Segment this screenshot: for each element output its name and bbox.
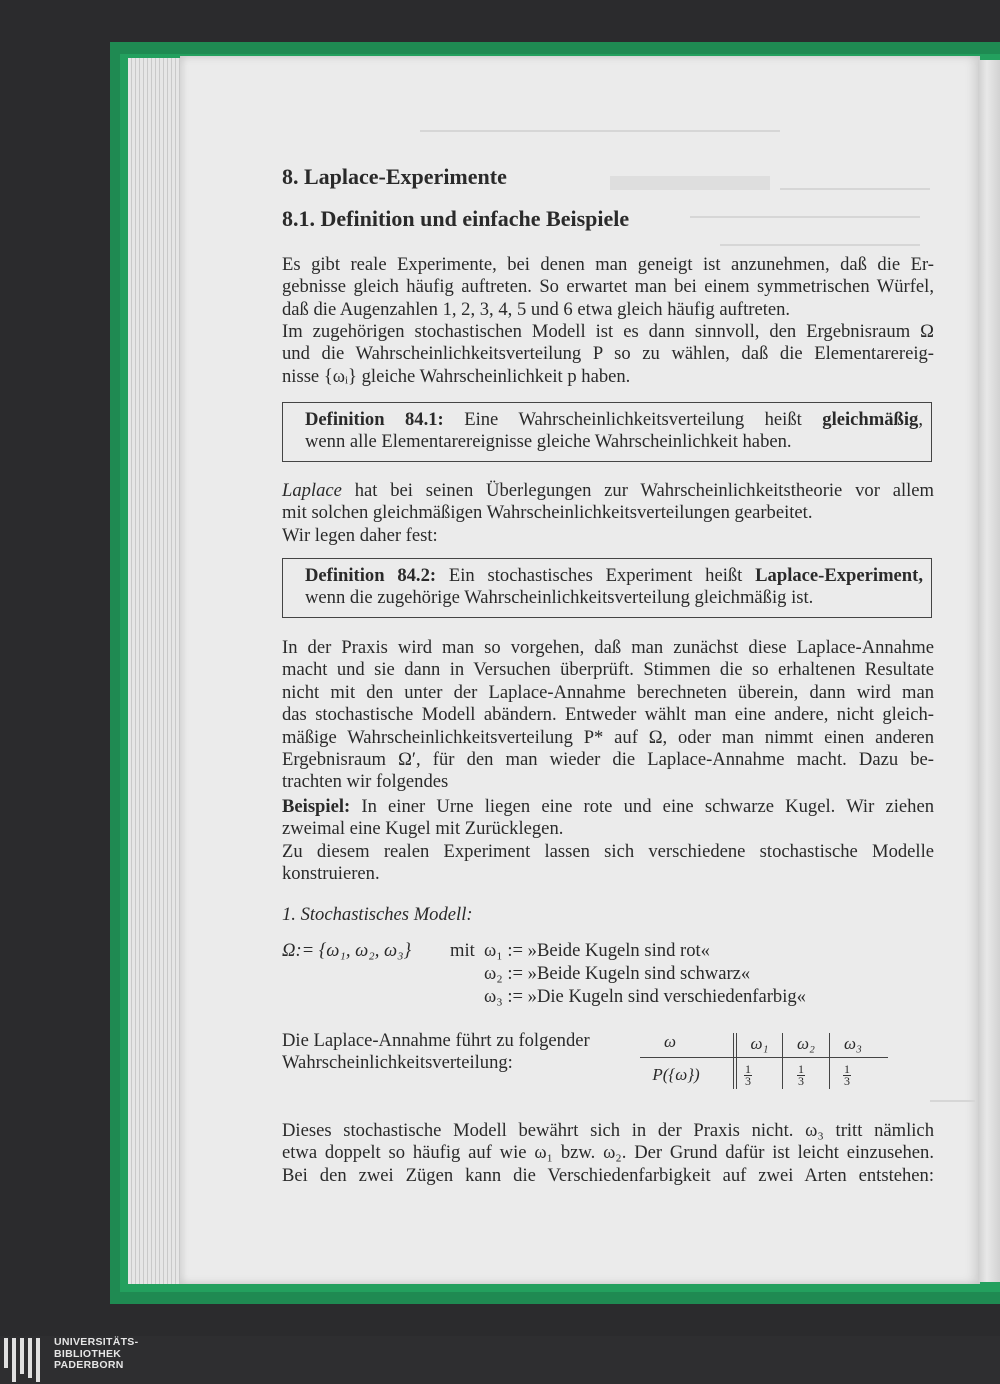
fraction-numerator: 1 <box>798 1062 804 1076</box>
definition-label: Definition 84.2: <box>305 565 437 586</box>
definition-label: Definition 84.1: <box>305 409 444 430</box>
paragraph-2 <box>282 321 934 388</box>
table-divider <box>733 1033 734 1089</box>
text-line: mäßige Wahrscheinlichkeitsverteilung P* auf Ω, oder man nimmt einen anderen <box>282 726 934 748</box>
definition-line: wenn alle Elementarereignisse gleiche Wahrscheinlichkeit haben. <box>305 431 792 453</box>
fraction-numerator: 1 <box>745 1062 751 1076</box>
definition-box-84-2 <box>282 558 932 618</box>
text-line: trachten wir folgendes <box>282 771 449 793</box>
library-name-line: PADERBORN <box>54 1359 124 1371</box>
definition-line <box>283 565 931 587</box>
text-line: Es gibt reale Experimente, bei denen man geneigt ist anzunehmen, daß die Er- <box>282 254 934 275</box>
show-through-line <box>930 1100 975 1102</box>
definition-text: Eine Wahrscheinlichkeitsverteilung heißt <box>464 409 802 430</box>
example-paragraph <box>282 796 934 886</box>
text-line: konstruieren. <box>282 863 380 885</box>
probability-table <box>640 1030 890 1092</box>
text-line: etwa doppelt so häufig auf wie ω₁ bzw. ω₂. Der Grund dafür ist leicht einzusehen. <box>282 1142 934 1164</box>
library-footer <box>0 1336 1000 1384</box>
text-line: zweimal eine Kugel mit Zurücklegen. <box>282 818 564 840</box>
text-line: daß die Augenzahlen 1, 2, 3, 4, 5 und 6 etwa gleich häufig auftreten. <box>282 298 791 320</box>
text-line: Zu diesem realen Experiment lassen sich verschiedene stochastische Modelle <box>282 840 934 862</box>
table-row-label: P({ω}) <box>652 1065 700 1084</box>
library-name-line: BIBLIOTHEK <box>54 1347 122 1360</box>
chapter-title: 8. Laplace-Experimente <box>282 164 507 189</box>
definition-comma: , <box>918 409 924 430</box>
show-through-line <box>780 188 930 190</box>
text-line: das stochastische Modell abändern. Entweder wählt man eine andere, nicht gleich- <box>282 704 934 726</box>
outcome-omega-3: ω₃ := »Die Kugeln sind verschiedenfarbig« <box>484 986 806 1007</box>
fraction-denominator: 3 <box>798 1074 804 1088</box>
table-header-omega: ω <box>663 1032 676 1051</box>
library-name <box>54 1337 138 1372</box>
model-heading: 1. Stochastisches Modell: <box>282 904 473 925</box>
paragraph-1 <box>282 254 934 321</box>
text-line: und die Wahrscheinlichkeitsverteilung P so zu wählen, daß die Elementarereig- <box>282 343 934 365</box>
paragraph-3 <box>282 480 934 547</box>
text-line: mit solchen gleichmäßigen Wahrscheinlichkeitsverteilungen gearbeitet. <box>282 502 813 524</box>
text-line: Bei den zwei Zügen kann die Verschiedenfarbigkeit auf zwei Arten entstehen: <box>282 1164 934 1186</box>
table-header-omega-3: ω₃ <box>844 1034 862 1053</box>
text-line: nisse {ωᵢ} gleiche Wahrscheinlichkeit p haben. <box>282 365 631 387</box>
definition-term: gleichmäßig <box>822 409 919 430</box>
page-stack-edges <box>128 58 186 1284</box>
paragraph-5 <box>282 1120 934 1187</box>
table-intro-line-1: Die Laplace-Annahme führt zu folgender <box>282 1030 590 1051</box>
text-line: macht und sie dann in Versuchen überprüft. Stimmen die so erhaltenen Resultate <box>282 659 934 681</box>
fraction-numerator: 1 <box>844 1062 850 1076</box>
table-value-3 <box>836 1064 858 1087</box>
table-value-1 <box>737 1064 759 1087</box>
show-through-line <box>720 244 920 246</box>
example-label: Beispiel: <box>282 796 351 817</box>
definition-box-84-1 <box>282 402 932 462</box>
table-header-omega-2: ω₂ <box>797 1034 815 1053</box>
book-gutter <box>978 60 1000 1282</box>
omega-definition: Ω:= {ω₁, ω₂, ω₃} <box>282 940 412 961</box>
outcome-omega-2: ω₂ := »Beide Kugeln sind schwarz« <box>484 963 751 984</box>
text-line: Dieses stochastische Modell bewährt sich in der Praxis nicht. ω₃ tritt nämlich <box>282 1120 934 1141</box>
laplace-name: Laplace <box>282 480 342 501</box>
fraction-denominator: 3 <box>844 1074 850 1088</box>
library-name-line: UNIVERSITÄTS- <box>54 1336 139 1348</box>
outcome-omega-1: ω₁ := »Beide Kugeln sind rot« <box>484 940 710 961</box>
text-line: Wir legen daher fest: <box>282 524 438 546</box>
show-through-line <box>690 216 920 218</box>
definition-term: Laplace-Experiment, <box>755 565 923 586</box>
definition-line <box>283 409 931 431</box>
text-line: gebnisse gleich häufig auftreten. So erwartet man bei einem symmetrischen Würfel, <box>282 276 934 298</box>
mit-word: mit <box>450 940 475 961</box>
definition-line: wenn die zugehörige Wahrscheinlichkeitsverteilung gleichmäßig ist. <box>305 587 814 609</box>
section-title: 8.1. Definition und einfache Beispiele <box>282 206 630 231</box>
show-through-title <box>610 176 770 190</box>
text-line: In der Praxis wird man so vorgehen, daß man zunächst diese Laplace-Annahme <box>282 637 934 658</box>
paragraph-4 <box>282 637 934 794</box>
text-fragment: In einer Urne liegen eine rote und eine schwarze Kugel. Wir ziehen <box>361 796 934 817</box>
table-header-omega-1: ω₁ <box>750 1034 769 1053</box>
fraction-denominator: 3 <box>745 1074 751 1088</box>
show-through-header <box>420 130 780 132</box>
definition-text: Ein stochastisches Experiment heißt <box>448 565 743 586</box>
text-line: Ergebnisraum Ω′, für den man wieder die Laplace-Annahme macht. Dazu be- <box>282 748 934 770</box>
text-fragment: hat bei seinen Überlegungen zur Wahrscheinlichkeitstheorie vor allem <box>354 480 934 501</box>
text-line: Im zugehörigen stochastischen Modell ist es dann sinnvoll, den Ergebnisraum Ω <box>282 321 934 342</box>
text-line <box>282 796 934 818</box>
table-intro-line-2: Wahrscheinlichkeitsverteilung: <box>282 1052 513 1073</box>
text-line: nicht mit den unter der Laplace-Annahme berechneten überein, dann wird man <box>282 681 934 703</box>
table-rule <box>640 1057 888 1058</box>
table-value-2 <box>790 1064 812 1087</box>
text-line <box>282 480 934 502</box>
